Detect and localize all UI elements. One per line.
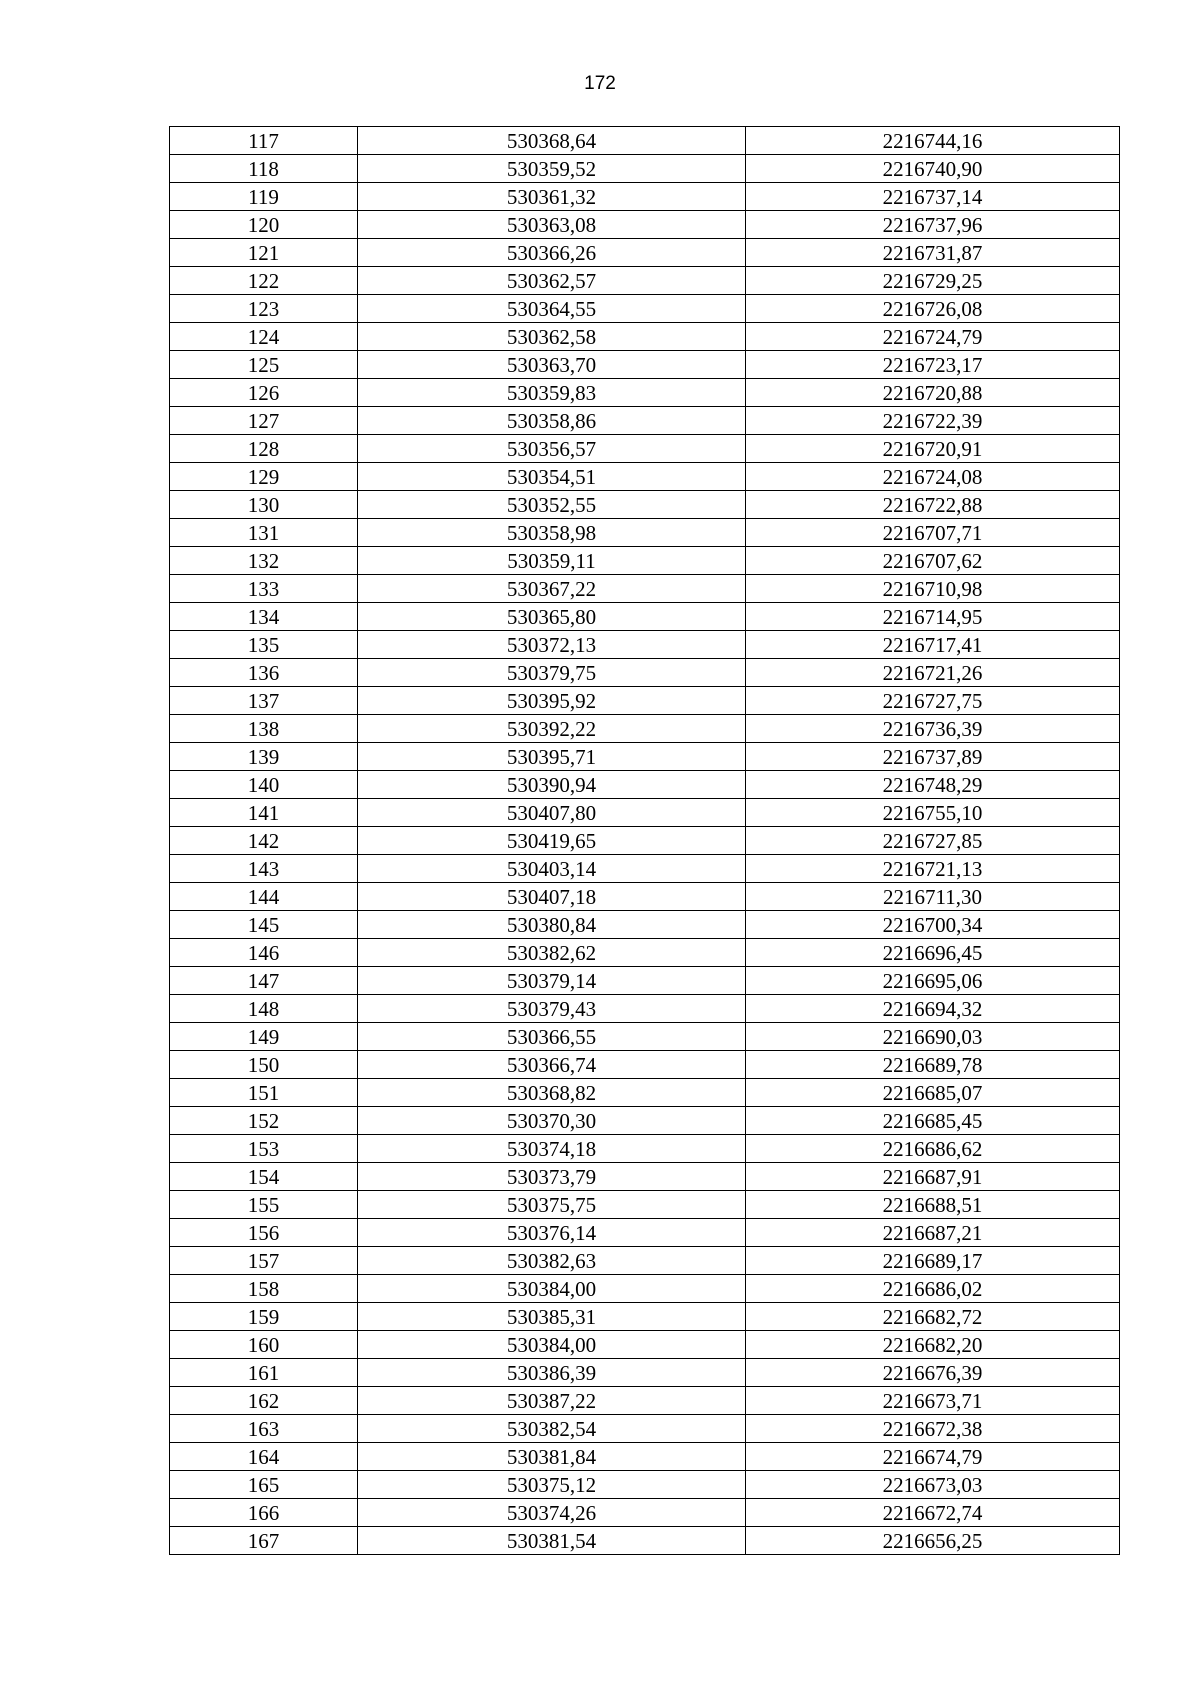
table-row xyxy=(170,239,1120,267)
y-coordinate-cell: 2216711,30 xyxy=(746,883,1120,911)
y-coordinate-cell: 2216688,51 xyxy=(746,1191,1120,1219)
y-coordinate-cell: 2216707,71 xyxy=(746,519,1120,547)
y-coordinate-cell: 2216689,78 xyxy=(746,1051,1120,1079)
point-number-cell: 132 xyxy=(170,547,358,575)
point-number-cell: 130 xyxy=(170,491,358,519)
table-row xyxy=(170,323,1120,351)
y-coordinate-cell: 2216687,91 xyxy=(746,1163,1120,1191)
point-number-cell: 167 xyxy=(170,1527,358,1555)
point-number-cell: 138 xyxy=(170,715,358,743)
table-row xyxy=(170,659,1120,687)
y-coordinate-cell: 2216721,26 xyxy=(746,659,1120,687)
y-coordinate-cell: 2216731,87 xyxy=(746,239,1120,267)
y-coordinate-cell: 2216724,79 xyxy=(746,323,1120,351)
y-coordinate-cell: 2216676,39 xyxy=(746,1359,1120,1387)
y-coordinate-cell: 2216720,91 xyxy=(746,435,1120,463)
y-coordinate-cell: 2216727,85 xyxy=(746,827,1120,855)
y-coordinate-cell: 2216695,06 xyxy=(746,967,1120,995)
y-coordinate-cell: 2216721,13 xyxy=(746,855,1120,883)
point-number-cell: 151 xyxy=(170,1079,358,1107)
y-coordinate-cell: 2216673,71 xyxy=(746,1387,1120,1415)
x-coordinate-cell: 530366,26 xyxy=(358,239,746,267)
x-coordinate-cell: 530374,26 xyxy=(358,1499,746,1527)
table-row xyxy=(170,967,1120,995)
y-coordinate-cell: 2216717,41 xyxy=(746,631,1120,659)
page-number: 172 xyxy=(584,73,616,94)
point-number-cell: 158 xyxy=(170,1275,358,1303)
table-row xyxy=(170,1443,1120,1471)
point-number-cell: 161 xyxy=(170,1359,358,1387)
point-number-cell: 129 xyxy=(170,463,358,491)
x-coordinate-cell: 530352,55 xyxy=(358,491,746,519)
y-coordinate-cell: 2216736,39 xyxy=(746,715,1120,743)
x-coordinate-cell: 530382,63 xyxy=(358,1247,746,1275)
y-coordinate-cell: 2216722,39 xyxy=(746,407,1120,435)
x-coordinate-cell: 530368,82 xyxy=(358,1079,746,1107)
x-coordinate-cell: 530376,14 xyxy=(358,1219,746,1247)
table-row xyxy=(170,1471,1120,1499)
point-number-cell: 120 xyxy=(170,211,358,239)
table-row xyxy=(170,1107,1120,1135)
x-coordinate-cell: 530361,32 xyxy=(358,183,746,211)
table-row xyxy=(170,1527,1120,1555)
y-coordinate-cell: 2216687,21 xyxy=(746,1219,1120,1247)
point-number-cell: 133 xyxy=(170,575,358,603)
x-coordinate-cell: 530384,00 xyxy=(358,1331,746,1359)
point-number-cell: 139 xyxy=(170,743,358,771)
table-row xyxy=(170,631,1120,659)
x-coordinate-cell: 530407,80 xyxy=(358,799,746,827)
table-row xyxy=(170,435,1120,463)
y-coordinate-cell: 2216685,07 xyxy=(746,1079,1120,1107)
point-number-cell: 131 xyxy=(170,519,358,547)
table-row xyxy=(170,1023,1120,1051)
point-number-cell: 163 xyxy=(170,1415,358,1443)
x-coordinate-cell: 530365,80 xyxy=(358,603,746,631)
x-coordinate-cell: 530385,31 xyxy=(358,1303,746,1331)
y-coordinate-cell: 2216656,25 xyxy=(746,1527,1120,1555)
y-coordinate-cell: 2216727,75 xyxy=(746,687,1120,715)
table-row xyxy=(170,771,1120,799)
table-row xyxy=(170,799,1120,827)
y-coordinate-cell: 2216685,45 xyxy=(746,1107,1120,1135)
x-coordinate-cell: 530419,65 xyxy=(358,827,746,855)
y-coordinate-cell: 2216673,03 xyxy=(746,1471,1120,1499)
table-row xyxy=(170,1219,1120,1247)
x-coordinate-cell: 530380,84 xyxy=(358,911,746,939)
x-coordinate-cell: 530387,22 xyxy=(358,1387,746,1415)
x-coordinate-cell: 530379,75 xyxy=(358,659,746,687)
x-coordinate-cell: 530366,55 xyxy=(358,1023,746,1051)
x-coordinate-cell: 530375,12 xyxy=(358,1471,746,1499)
y-coordinate-cell: 2216690,03 xyxy=(746,1023,1120,1051)
point-number-cell: 157 xyxy=(170,1247,358,1275)
y-coordinate-cell: 2216755,10 xyxy=(746,799,1120,827)
y-coordinate-cell: 2216720,88 xyxy=(746,379,1120,407)
y-coordinate-cell: 2216707,62 xyxy=(746,547,1120,575)
y-coordinate-cell: 2216748,29 xyxy=(746,771,1120,799)
x-coordinate-cell: 530382,54 xyxy=(358,1415,746,1443)
table-row xyxy=(170,855,1120,883)
y-coordinate-cell: 2216737,96 xyxy=(746,211,1120,239)
x-coordinate-cell: 530384,00 xyxy=(358,1275,746,1303)
y-coordinate-cell: 2216722,88 xyxy=(746,491,1120,519)
point-number-cell: 150 xyxy=(170,1051,358,1079)
table-row xyxy=(170,547,1120,575)
x-coordinate-cell: 530370,30 xyxy=(358,1107,746,1135)
point-number-cell: 124 xyxy=(170,323,358,351)
table-row xyxy=(170,1247,1120,1275)
y-coordinate-cell: 2216672,38 xyxy=(746,1415,1120,1443)
y-coordinate-cell: 2216714,95 xyxy=(746,603,1120,631)
y-coordinate-cell: 2216724,08 xyxy=(746,463,1120,491)
table-row xyxy=(170,211,1120,239)
table-row xyxy=(170,1135,1120,1163)
point-number-cell: 146 xyxy=(170,939,358,967)
table-row xyxy=(170,911,1120,939)
y-coordinate-cell: 2216737,89 xyxy=(746,743,1120,771)
table-row xyxy=(170,1079,1120,1107)
y-coordinate-cell: 2216729,25 xyxy=(746,267,1120,295)
table-row xyxy=(170,155,1120,183)
table-row xyxy=(170,995,1120,1023)
point-number-cell: 145 xyxy=(170,911,358,939)
table-row xyxy=(170,1303,1120,1331)
table-row xyxy=(170,1275,1120,1303)
x-coordinate-cell: 530367,22 xyxy=(358,575,746,603)
table-row xyxy=(170,939,1120,967)
point-number-cell: 160 xyxy=(170,1331,358,1359)
point-number-cell: 134 xyxy=(170,603,358,631)
point-number-cell: 165 xyxy=(170,1471,358,1499)
table-row xyxy=(170,1191,1120,1219)
point-number-cell: 143 xyxy=(170,855,358,883)
point-number-cell: 166 xyxy=(170,1499,358,1527)
point-number-cell: 153 xyxy=(170,1135,358,1163)
point-number-cell: 117 xyxy=(170,127,358,155)
point-number-cell: 156 xyxy=(170,1219,358,1247)
table-row xyxy=(170,1331,1120,1359)
x-coordinate-cell: 530381,84 xyxy=(358,1443,746,1471)
x-coordinate-cell: 530392,22 xyxy=(358,715,746,743)
x-coordinate-cell: 530381,54 xyxy=(358,1527,746,1555)
x-coordinate-cell: 530386,39 xyxy=(358,1359,746,1387)
x-coordinate-cell: 530407,18 xyxy=(358,883,746,911)
table-row xyxy=(170,267,1120,295)
x-coordinate-cell: 530382,62 xyxy=(358,939,746,967)
y-coordinate-cell: 2216726,08 xyxy=(746,295,1120,323)
x-coordinate-cell: 530362,57 xyxy=(358,267,746,295)
y-coordinate-cell: 2216694,32 xyxy=(746,995,1120,1023)
x-coordinate-cell: 530390,94 xyxy=(358,771,746,799)
x-coordinate-cell: 530358,98 xyxy=(358,519,746,547)
x-coordinate-cell: 530359,52 xyxy=(358,155,746,183)
table-row xyxy=(170,575,1120,603)
x-coordinate-cell: 530395,92 xyxy=(358,687,746,715)
point-number-cell: 122 xyxy=(170,267,358,295)
x-coordinate-cell: 530363,70 xyxy=(358,351,746,379)
point-number-cell: 137 xyxy=(170,687,358,715)
point-number-cell: 121 xyxy=(170,239,358,267)
table-row xyxy=(170,1051,1120,1079)
point-number-cell: 127 xyxy=(170,407,358,435)
table-row xyxy=(170,463,1120,491)
point-number-cell: 118 xyxy=(170,155,358,183)
x-coordinate-cell: 530372,13 xyxy=(358,631,746,659)
y-coordinate-cell: 2216723,17 xyxy=(746,351,1120,379)
table-row xyxy=(170,743,1120,771)
x-coordinate-cell: 530356,57 xyxy=(358,435,746,463)
x-coordinate-cell: 530359,11 xyxy=(358,547,746,575)
point-number-cell: 154 xyxy=(170,1163,358,1191)
x-coordinate-cell: 530379,43 xyxy=(358,995,746,1023)
table-row xyxy=(170,519,1120,547)
point-number-cell: 136 xyxy=(170,659,358,687)
y-coordinate-cell: 2216682,20 xyxy=(746,1331,1120,1359)
table-row xyxy=(170,379,1120,407)
table-row xyxy=(170,1499,1120,1527)
y-coordinate-cell: 2216696,45 xyxy=(746,939,1120,967)
point-number-cell: 148 xyxy=(170,995,358,1023)
x-coordinate-cell: 530358,86 xyxy=(358,407,746,435)
point-number-cell: 140 xyxy=(170,771,358,799)
point-number-cell: 142 xyxy=(170,827,358,855)
point-number-cell: 162 xyxy=(170,1387,358,1415)
point-number-cell: 149 xyxy=(170,1023,358,1051)
table-row xyxy=(170,127,1120,155)
y-coordinate-cell: 2216740,90 xyxy=(746,155,1120,183)
table-row xyxy=(170,715,1120,743)
table-row xyxy=(170,1163,1120,1191)
point-number-cell: 155 xyxy=(170,1191,358,1219)
coordinates-table-body xyxy=(170,127,1120,1555)
table-row xyxy=(170,827,1120,855)
x-coordinate-cell: 530366,74 xyxy=(358,1051,746,1079)
table-row xyxy=(170,491,1120,519)
point-number-cell: 119 xyxy=(170,183,358,211)
point-number-cell: 135 xyxy=(170,631,358,659)
y-coordinate-cell: 2216682,72 xyxy=(746,1303,1120,1331)
point-number-cell: 152 xyxy=(170,1107,358,1135)
x-coordinate-cell: 530375,75 xyxy=(358,1191,746,1219)
table-row xyxy=(170,1387,1120,1415)
table-row xyxy=(170,687,1120,715)
y-coordinate-cell: 2216672,74 xyxy=(746,1499,1120,1527)
x-coordinate-cell: 530363,08 xyxy=(358,211,746,239)
table-row xyxy=(170,295,1120,323)
point-number-cell: 128 xyxy=(170,435,358,463)
x-coordinate-cell: 530362,58 xyxy=(358,323,746,351)
x-coordinate-cell: 530374,18 xyxy=(358,1135,746,1163)
y-coordinate-cell: 2216737,14 xyxy=(746,183,1120,211)
y-coordinate-cell: 2216744,16 xyxy=(746,127,1120,155)
y-coordinate-cell: 2216689,17 xyxy=(746,1247,1120,1275)
y-coordinate-cell: 2216710,98 xyxy=(746,575,1120,603)
x-coordinate-cell: 530364,55 xyxy=(358,295,746,323)
y-coordinate-cell: 2216674,79 xyxy=(746,1443,1120,1471)
table-row xyxy=(170,1359,1120,1387)
y-coordinate-cell: 2216700,34 xyxy=(746,911,1120,939)
x-coordinate-cell: 530354,51 xyxy=(358,463,746,491)
y-coordinate-cell: 2216686,62 xyxy=(746,1135,1120,1163)
point-number-cell: 141 xyxy=(170,799,358,827)
table-row xyxy=(170,183,1120,211)
table-row xyxy=(170,407,1120,435)
table-row xyxy=(170,351,1120,379)
x-coordinate-cell: 530395,71 xyxy=(358,743,746,771)
point-number-cell: 164 xyxy=(170,1443,358,1471)
x-coordinate-cell: 530373,79 xyxy=(358,1163,746,1191)
point-number-cell: 144 xyxy=(170,883,358,911)
x-coordinate-cell: 530379,14 xyxy=(358,967,746,995)
x-coordinate-cell: 530403,14 xyxy=(358,855,746,883)
y-coordinate-cell: 2216686,02 xyxy=(746,1275,1120,1303)
x-coordinate-cell: 530359,83 xyxy=(358,379,746,407)
x-coordinate-cell: 530368,64 xyxy=(358,127,746,155)
point-number-cell: 123 xyxy=(170,295,358,323)
table-row xyxy=(170,1415,1120,1443)
coordinates-table xyxy=(169,126,1120,1555)
point-number-cell: 125 xyxy=(170,351,358,379)
table-row xyxy=(170,603,1120,631)
point-number-cell: 159 xyxy=(170,1303,358,1331)
table-row xyxy=(170,883,1120,911)
point-number-cell: 147 xyxy=(170,967,358,995)
point-number-cell: 126 xyxy=(170,379,358,407)
